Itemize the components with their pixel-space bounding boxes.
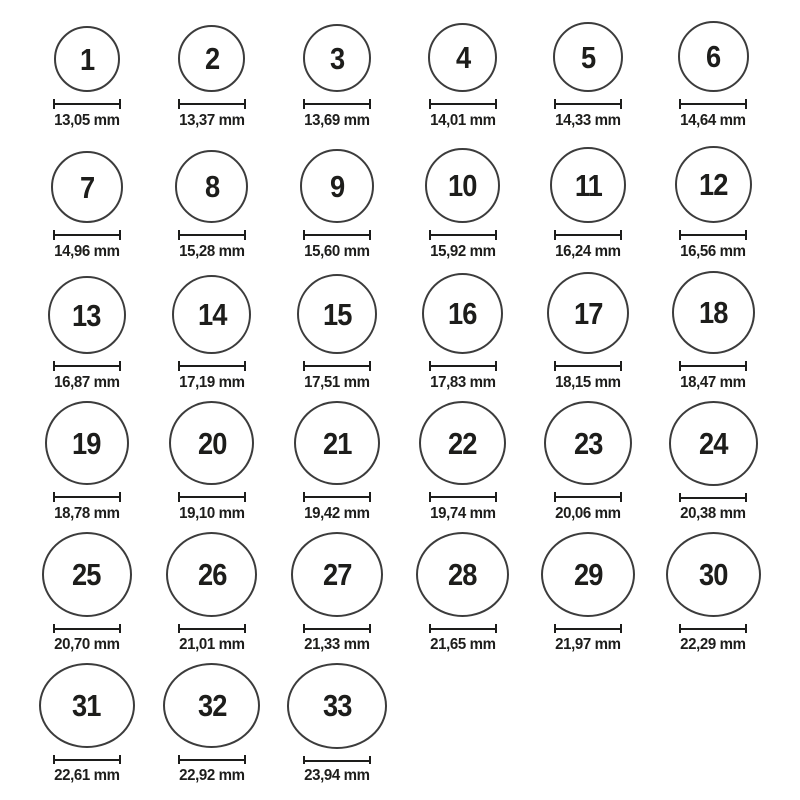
ring-size-item [275, 532, 400, 663]
ring-size-item [24, 401, 149, 532]
ring-circle [42, 532, 132, 617]
diameter-measure-line [303, 361, 371, 371]
diameter-label: 13,69 mm [304, 112, 371, 129]
ring-size-number: 27 [323, 556, 352, 592]
diameter-label: 21,01 mm [179, 636, 245, 653]
ring-circle [303, 24, 371, 92]
ring-size-item [275, 270, 400, 401]
ring-size-item [651, 8, 776, 139]
diameter-measure-line [53, 99, 121, 109]
diameter-measure-line [53, 624, 121, 633]
diameter-measure-line [178, 361, 246, 371]
diameter-label: 18,78 mm [53, 505, 120, 522]
diameter-measure-line [178, 492, 246, 502]
diameter-label: 15,28 mm [179, 243, 245, 260]
ring-size-number: 19 [72, 425, 101, 461]
ring-circle [163, 663, 260, 748]
ring-size-number: 13 [72, 297, 101, 333]
diameter-label: 16,56 mm [680, 243, 747, 260]
diameter-measure-line [554, 624, 622, 633]
ring-size-number: 31 [72, 688, 101, 724]
ring-size-item [149, 532, 274, 663]
ring-circle [672, 271, 755, 354]
ring-circle [45, 401, 129, 485]
ring-size-item [275, 401, 400, 532]
ring-size-item [651, 139, 776, 270]
diameter-label: 13,37 mm [179, 112, 245, 129]
ring-size-number: 24 [699, 425, 728, 461]
ring-size-item [24, 663, 149, 794]
ring-size-number: 20 [197, 425, 227, 461]
diameter-measure-line [303, 99, 371, 109]
ring-size-number: 7 [79, 169, 94, 205]
diameter-label: 20,38 mm [680, 505, 747, 522]
ring-size-number: 23 [573, 425, 603, 461]
ring-size-item [651, 532, 776, 663]
ring-circle [166, 532, 257, 617]
ring-size-number: 6 [706, 39, 721, 74]
ring-size-item [525, 401, 650, 532]
ring-size-number: 21 [323, 425, 352, 461]
diameter-label: 19,42 mm [304, 505, 371, 522]
diameter-measure-line [429, 361, 497, 371]
ring-size-item [275, 139, 400, 270]
ring-circle [425, 148, 500, 223]
ring-size-item [400, 270, 525, 401]
ring-circle [422, 273, 503, 354]
ring-size-item [400, 532, 525, 663]
ring-size-item [525, 8, 650, 139]
ring-circle [54, 26, 120, 92]
ring-size-number: 11 [574, 167, 602, 203]
diameter-measure-line [303, 492, 371, 502]
ring-size-item [24, 139, 149, 270]
ring-size-item [651, 401, 776, 532]
diameter-measure-line [178, 755, 246, 764]
diameter-label: 13,05 mm [53, 112, 120, 129]
ring-size-item [400, 139, 525, 270]
ring-circle [169, 401, 254, 485]
diameter-measure-line [429, 492, 497, 502]
diameter-measure-line [429, 99, 497, 109]
diameter-label: 19,74 mm [429, 505, 496, 522]
diameter-measure-line [53, 492, 121, 502]
diameter-measure-line [303, 624, 371, 633]
ring-size-item [24, 8, 149, 139]
ring-size-number: 28 [448, 556, 477, 592]
diameter-measure-line [178, 99, 246, 109]
diameter-label: 15,92 mm [429, 243, 496, 260]
ring-circle [300, 149, 374, 223]
ring-circle [291, 532, 383, 617]
diameter-label: 17,51 mm [304, 374, 371, 391]
diameter-label: 20,70 mm [53, 636, 120, 653]
ring-size-number: 26 [197, 556, 227, 592]
diameter-measure-line [679, 624, 747, 633]
diameter-label: 17,83 mm [429, 374, 496, 391]
diameter-measure-line [679, 361, 747, 371]
diameter-label: 14,64 mm [680, 112, 747, 129]
ring-size-number: 32 [197, 688, 227, 724]
diameter-label: 22,29 mm [680, 636, 747, 653]
ring-circle [39, 663, 135, 748]
diameter-label: 16,87 mm [53, 374, 120, 391]
diameter-measure-line [429, 624, 497, 633]
diameter-measure-line [554, 361, 622, 371]
ring-circle [294, 401, 380, 485]
diameter-label: 14,01 mm [429, 112, 496, 129]
diameter-measure-line [178, 230, 246, 240]
diameter-measure-line [303, 230, 371, 240]
ring-size-item [149, 8, 274, 139]
ring-circle [428, 23, 497, 92]
ring-circle [287, 663, 387, 749]
diameter-measure-line [53, 361, 121, 371]
diameter-measure-line [53, 755, 121, 764]
diameter-label: 23,94 mm [304, 767, 371, 784]
ring-size-item [400, 8, 525, 139]
diameter-label: 16,24 mm [555, 243, 621, 260]
ring-circle [666, 532, 761, 617]
ring-size-item [149, 663, 274, 794]
ring-circle [172, 275, 251, 354]
ring-circle [416, 532, 509, 617]
diameter-measure-line [679, 99, 747, 109]
diameter-measure-line [554, 230, 622, 240]
diameter-label: 20,06 mm [555, 505, 621, 522]
diameter-label: 17,19 mm [179, 374, 245, 391]
diameter-label: 22,92 mm [179, 767, 245, 784]
ring-size-number: 3 [330, 40, 345, 76]
ring-circle [553, 22, 623, 92]
ring-size-item [149, 401, 274, 532]
ring-size-number: 14 [197, 297, 227, 332]
ring-size-number: 30 [699, 557, 728, 593]
diameter-label: 15,60 mm [304, 243, 371, 260]
ring-circle [678, 21, 749, 92]
diameter-label: 18,15 mm [555, 374, 621, 391]
ring-circle [541, 532, 635, 617]
ring-circle [669, 401, 758, 486]
diameter-label: 21,33 mm [304, 636, 371, 653]
ring-circle [547, 272, 629, 354]
diameter-label: 22,61 mm [53, 767, 120, 784]
ring-size-item [525, 532, 650, 663]
ring-size-item [400, 401, 525, 532]
ring-size-item [275, 663, 400, 794]
ring-size-number: 4 [455, 40, 470, 75]
ring-size-number: 17 [573, 295, 603, 331]
diameter-measure-line [53, 230, 121, 240]
ring-circle [297, 274, 377, 354]
ring-size-item [651, 270, 776, 401]
diameter-label: 14,96 mm [53, 243, 120, 260]
diameter-measure-line [303, 756, 371, 764]
ring-size-item [24, 532, 149, 663]
ring-size-number: 10 [448, 168, 477, 203]
diameter-label: 19,10 mm [179, 505, 245, 522]
ring-circle [419, 401, 506, 485]
ring-size-item [525, 139, 650, 270]
ring-circle [544, 401, 632, 485]
ring-size-number: 29 [573, 557, 603, 592]
ring-size-number: 16 [448, 296, 477, 331]
ring-size-item [275, 8, 400, 139]
diameter-label: 18,47 mm [680, 374, 747, 391]
ring-size-number: 9 [330, 168, 345, 204]
diameter-label: 21,65 mm [429, 636, 496, 653]
ring-circle [550, 147, 626, 223]
ring-size-number: 2 [204, 41, 220, 76]
ring-size-number: 12 [699, 167, 728, 202]
ring-circle [51, 151, 123, 223]
diameter-measure-line [178, 624, 246, 633]
diameter-measure-line [554, 492, 622, 502]
diameter-label: 21,97 mm [555, 636, 621, 653]
diameter-measure-line [554, 99, 622, 109]
ring-size-number: 5 [580, 39, 596, 75]
ring-size-number: 22 [448, 425, 477, 461]
ring-size-number: 1 [79, 41, 94, 77]
ring-size-item [149, 270, 274, 401]
diameter-measure-line [679, 230, 747, 240]
ring-size-item [525, 270, 650, 401]
ring-circle [178, 25, 245, 92]
diameter-measure-line [429, 230, 497, 240]
ring-size-item [149, 139, 274, 270]
ring-size-number: 8 [204, 169, 220, 204]
ring-circle [675, 146, 752, 223]
ring-size-item [24, 270, 149, 401]
ring-size-number: 18 [699, 295, 728, 330]
ring-size-number: 33 [323, 688, 352, 724]
ring-size-number: 15 [323, 296, 352, 332]
ring-size-number: 25 [72, 556, 101, 592]
diameter-label: 14,33 mm [555, 112, 621, 129]
diameter-measure-line [679, 493, 747, 502]
ring-circle [48, 276, 126, 354]
ring-circle [175, 150, 248, 223]
